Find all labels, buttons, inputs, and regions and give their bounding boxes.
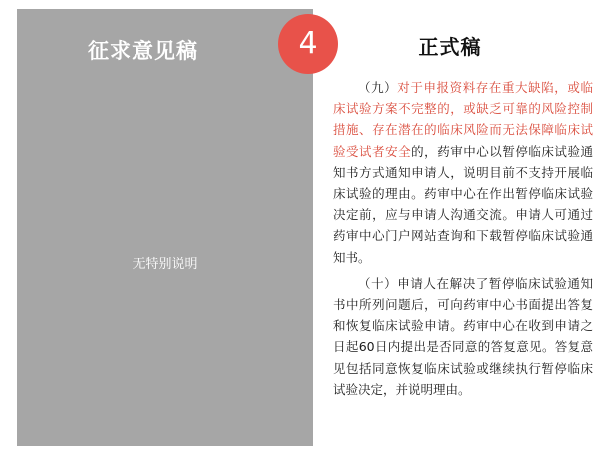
paragraph-10: （十）申请人在解决了暂停临床试验通知书中所列问题后，可向药审中心书面提出答复和恢复临床试验申请。药审中心在收到申请之日起60日内提出是否同意的答复意见。答复意见包括同意恢复临床试验或继续执行暂停临床试验决定，并说明理由。 [333,275,593,397]
paragraph-9-highlight: 对于申报资料存在重大缺陷，或临床试验方案不完整的，或缺乏可靠的风险控制措施、存在潜在的临床风险而无法保障临床试验受试者安全 [333,80,593,159]
paragraph-9 [333,77,593,268]
paragraph-9-lead: （九） [358,80,398,95]
number-badge: 4 [278,14,338,74]
draft-note: 无特别说明 [132,257,198,272]
paragraph-9-rest: 的，药审中心以暂停临床试验通知书方式通知申请人，说明目前不支持开展临床试验的理由。药审中心在作出暂停临床试验决定前，应与申请人沟通交流。申请人可通过药审中心门户网站查询和下载暂停临床试验通知书。 [333,143,593,265]
draft-title: 征求意见稿 [88,39,198,63]
final-text [333,77,593,405]
draft-panel [17,9,313,446]
final-title: 正式稿 [418,35,482,59]
